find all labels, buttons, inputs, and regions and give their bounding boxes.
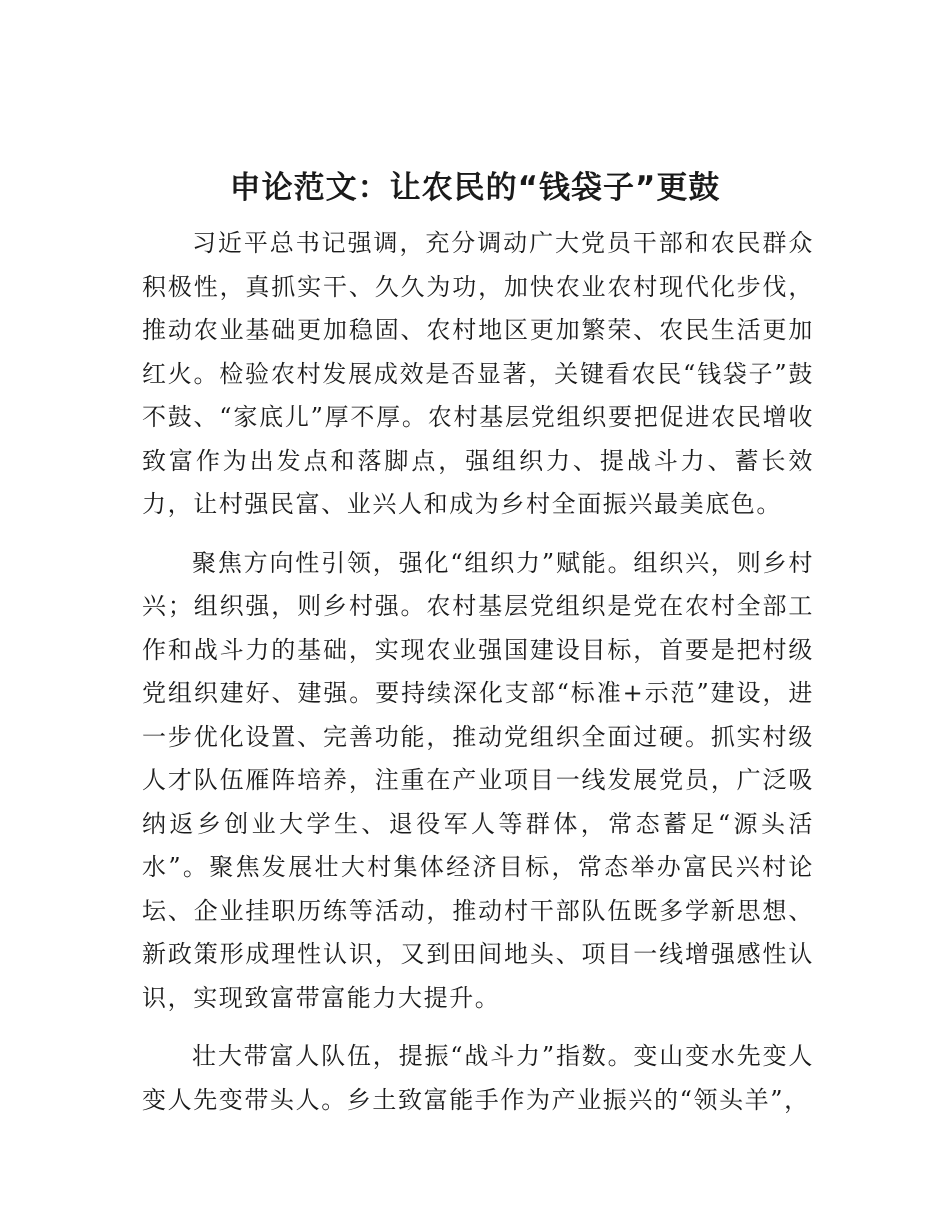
- document-title: 申论范文：让农民的“钱袋子”更鼓: [229, 170, 721, 206]
- document-body: [142, 222, 814, 1137]
- paragraph-2: 聚焦方向性引领，强化“组织力”赋能。组织兴，则乡村兴；组织强，则乡村强。农村基层党组织是党在农村全部工作和战斗力的基础，实现农业强国建设目标，首要是把村级党组织建好、建强。要持续深化支部“标准+示范”建设，进一步优化设置、完善功能，推动党组织全面过硬。抓实村级人才队伍雁阵培养，注重在产业项目一线发展党员，广泛吸纳返乡创业大学生、退役军人等群体，常态蓄足“源头活水”。聚焦发展壮大村集体经济目标，常态举办富民兴村论坛、企业挂职历练等活动，推动村干部队伍既多学新思想、新政策形成理性认识，又到田间地头、项目一线增强感性认识，实现致富带富能力大提升。: [142, 548, 814, 1012]
- paragraph-1: 习近平总书记强调，充分调动广大党员干部和农民群众积极性，真抓实干、久久为功，加快农业农村现代化步伐，推动农业基础更加稳固、农村地区更加繁荣、农民生活更加红火。检验农村发展成效是否显著，关键看农民“钱袋子”鼓不鼓、“家底儿”厚不厚。农村基层党组织要把促进农民增收致富作为出发点和落脚点，强组织力、提战斗力、蓄长效力，让村强民富、业兴人和成为乡村全面振兴最美底色。: [142, 229, 814, 518]
- paragraph-3: 壮大带富人队伍，提振“战斗力”指数。变山变水先变人变人先变带头人。乡土致富能手作为产业振兴的“领头羊”，: [142, 1042, 814, 1114]
